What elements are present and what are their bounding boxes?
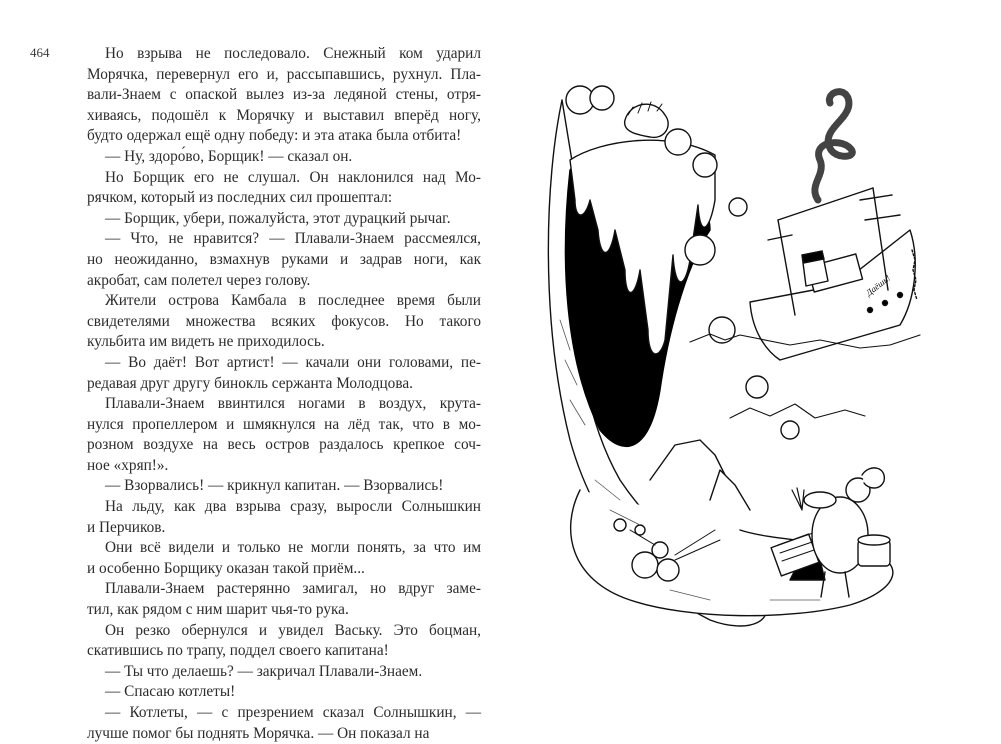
text-line: тил, как рядом с ним шарит чья-то рука.	[87, 601, 349, 619]
smoke	[815, 92, 852, 200]
text-line: Плавали-Знаем растерянно замигал, но вдруг заме-	[105, 580, 481, 598]
text-line: — Котлеты, — с презрением сказал Солнышкин, —	[105, 704, 481, 721]
text-line: — Что, не нравится? — Плавали-Знаем рассмеялся,	[105, 230, 481, 248]
text-line: — Во даёт! Вот артист! — качали они головами, пе-	[105, 353, 481, 371]
text-line: розном воздухе на весь остров раздалось крепкое соч-	[87, 436, 481, 454]
text-line: и особенно Борщику оказан такой приём...	[87, 559, 365, 577]
text-line: кульбита им видеть не приходилось.	[87, 333, 325, 351]
text-line: лучше помог бы поднять Морячка. — Он показал на	[87, 724, 430, 742]
text-line: вали-Знаем с опаской вылез из-за ледяной стены, отря-	[87, 86, 481, 104]
text-line: Морячка, перевернул его и, рассыпавшись, рухнул. Пла-	[87, 65, 481, 83]
body-text	[87, 44, 481, 744]
text-line: Плавали-Знаем ввинтился ногами в воздух, крута-	[105, 395, 481, 413]
text-line: свидетелями множества всяких фокусов. Но такого	[87, 312, 481, 330]
page-number: 464	[30, 45, 50, 60]
text-line: и Перчиков.	[87, 518, 166, 536]
text-line: — Спасаю котлеты!	[105, 683, 236, 701]
text-line: но неожиданно, взмахнув руками и задрав ноги, как	[87, 250, 481, 268]
svg-text:Даёшь!: Даёшь!	[863, 272, 893, 299]
text-line: Он резко обернулся и увидел Ваську. Это боцман,	[105, 621, 481, 639]
text-line: скатившись по трапу, поддел своего капитана!	[87, 642, 389, 660]
text-line: ное «хряп!».	[87, 456, 169, 474]
text-line: редавая друг другу бинокль сержанта Молодцова.	[87, 374, 413, 392]
ship-hull	[750, 230, 915, 360]
text-line: Но Борщик его не слушал. Он наклонился над Мо-	[105, 168, 481, 186]
text-line: нулся пропеллером и шмякнулся на лёд так, что в мо-	[87, 415, 481, 433]
text-line: — Взорвались! — крикнул капитан. — Взорвались!	[105, 477, 444, 495]
text-line: Жители острова Камбала в последнее время были	[105, 292, 481, 310]
text-line: рячком, который из последних сил прошептал:	[87, 189, 393, 207]
text-line: Они всё видели и только не могли понять, за что им	[105, 539, 481, 557]
text-line: Но взрыва не последовало. Снежный ком ударил	[105, 45, 481, 62]
text-line: — Ну, здоро́во, Борщик! — сказал он.	[105, 147, 353, 165]
text-line: На льду, как два взрыва сразу, выросли Солнышкин	[105, 498, 481, 516]
snowball	[729, 198, 747, 216]
text-line: будто одержал ещё одну победу: и эта атака была отбита!	[87, 127, 462, 145]
snowball	[781, 421, 799, 439]
illustration	[540, 60, 960, 640]
text-line: — Ты что делаешь? — закричал Плавали-Знаем.	[105, 662, 423, 680]
snowball	[746, 376, 768, 398]
text-line: — Борщик, убери, пожалуйста, этот дурацкий рычаг.	[105, 209, 451, 227]
snowball	[685, 235, 715, 265]
text-line: хиваясь, подошёл к Морячку и выставил вперёд ногу,	[87, 106, 481, 124]
snowball	[693, 153, 717, 177]
text-line: акробат, сам полетел через голову.	[87, 271, 311, 289]
